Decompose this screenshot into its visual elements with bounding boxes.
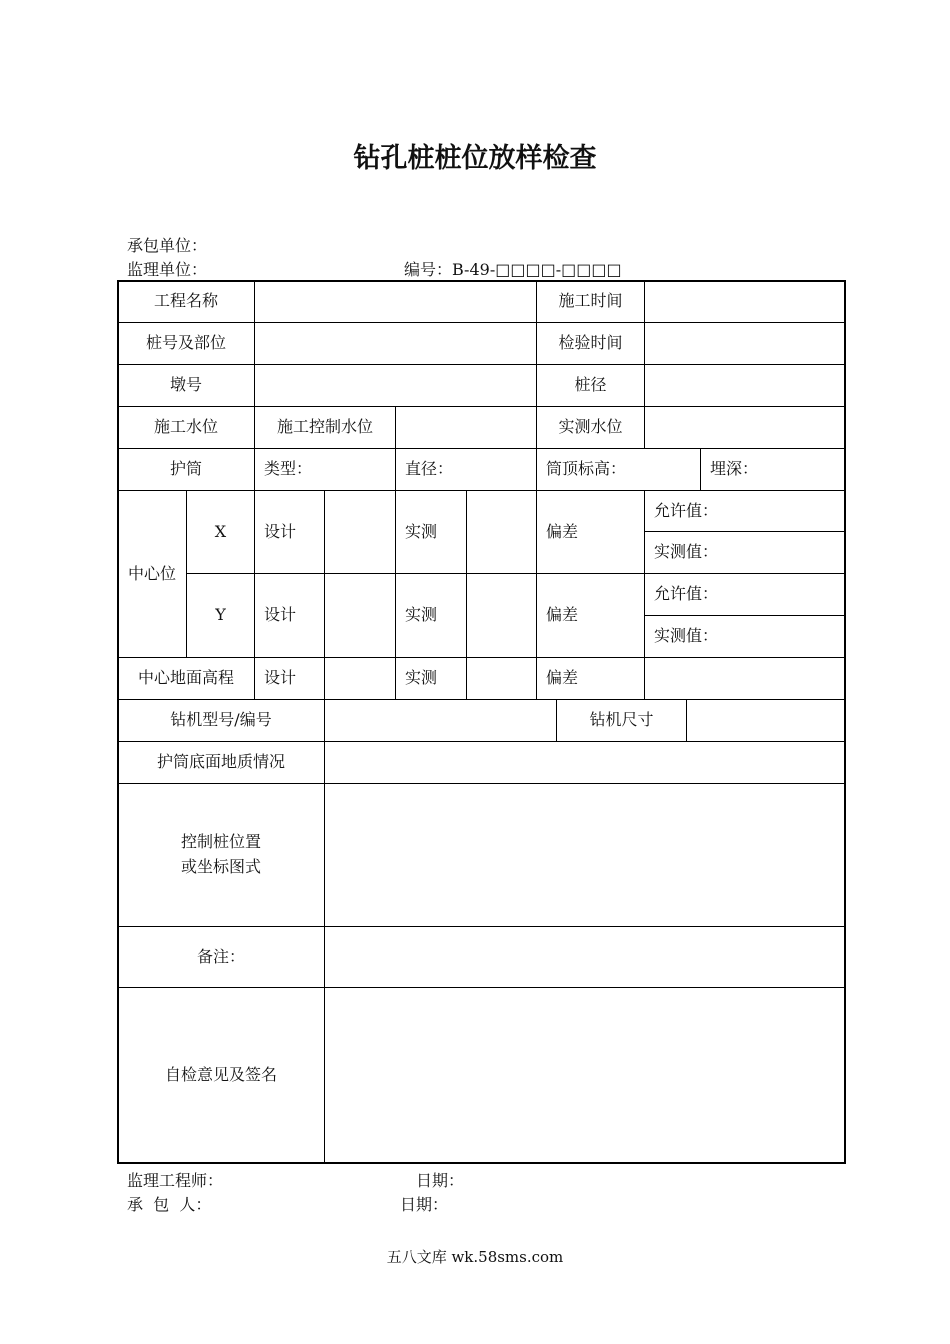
casing-depth-label: 埋深：: [710, 459, 759, 479]
contractor-date-label: 日期：: [400, 1195, 449, 1214]
center-ground-elevation-label: 中心地面高程: [137, 668, 234, 688]
vline: [324, 699, 325, 1163]
elevation-design-label: 设计: [264, 668, 297, 688]
vline: [686, 699, 687, 742]
supervisor-date-label: 日期：: [416, 1171, 465, 1190]
casing-type-label: 类型：: [264, 459, 313, 479]
supervisor-label: 监理单位：: [127, 260, 208, 279]
x-measured-value-label: 实测值：: [654, 542, 719, 562]
x-design-label: 设计: [264, 521, 297, 541]
pier-no-label: 墩号: [169, 375, 202, 395]
remarks-label: 备注：: [196, 946, 245, 966]
y-design-label: 设计: [264, 605, 297, 625]
x-axis-label: X: [214, 521, 227, 541]
casing-top-elevation-label: 筒顶标高：: [546, 459, 627, 479]
control-pile-position-label: [118, 784, 324, 926]
x-deviation-label: 偏差: [546, 521, 579, 541]
center-position-label: 中心位: [127, 563, 176, 583]
casing-bottom-geology-label: 护筒底面地质情况: [156, 752, 285, 772]
x-allowable-value-label: 允许值：: [654, 500, 719, 520]
y-measured-value-label: 实测值：: [654, 626, 719, 646]
table-border-right: [844, 280, 846, 1164]
pile-diameter-label: 桩径: [574, 375, 607, 395]
y-deviation-label: 偏差: [546, 605, 579, 625]
construction-time-label: 施工时间: [558, 291, 623, 311]
contractor-label: 承包单位：: [127, 236, 208, 255]
control-pile-line1: 控制桩位置: [180, 832, 261, 852]
supervising-engineer-label: 监理工程师：: [127, 1171, 224, 1190]
control-pile-line2: 或坐标图式: [180, 857, 261, 876]
x-measured-label: 实测: [405, 521, 438, 541]
control-water-level-label: 施工控制水位: [276, 417, 373, 437]
page-title: 钻孔桩桩位放样检查: [353, 143, 597, 174]
y-allowable-value-label: 允许值：: [654, 584, 719, 604]
casing-label: 护筒: [169, 459, 202, 479]
measured-water-level-label: 实测水位: [558, 417, 623, 437]
drill-model-label: 钻机型号/编号: [170, 710, 272, 730]
table-border-bottom: [117, 1162, 846, 1164]
elevation-measured-label: 实测: [405, 668, 438, 688]
form-number: 编号：B-49-□□□□-□□□□: [404, 260, 622, 279]
self-check-label: 自检意见及签名: [164, 1064, 277, 1084]
vline: [644, 281, 645, 449]
vline: [466, 490, 467, 700]
drill-size-label: 钻机尺寸: [589, 710, 654, 730]
watermark-text: 五八文库 wk.58sms.com: [386, 1248, 564, 1266]
project-name-label: 工程名称: [153, 291, 218, 311]
y-measured-label: 实测: [405, 605, 438, 625]
casing-diameter-label: 直径：: [405, 459, 454, 479]
inspection-time-label: 检验时间: [558, 333, 623, 353]
vline: [324, 490, 325, 700]
contractor-person-label: 承 包 人：: [127, 1195, 212, 1214]
elevation-deviation-label: 偏差: [546, 668, 579, 688]
y-axis-label: Y: [215, 605, 226, 625]
pile-no-location-label: 桩号及部位: [145, 333, 226, 353]
construction-water-level-label: 施工水位: [153, 417, 218, 437]
